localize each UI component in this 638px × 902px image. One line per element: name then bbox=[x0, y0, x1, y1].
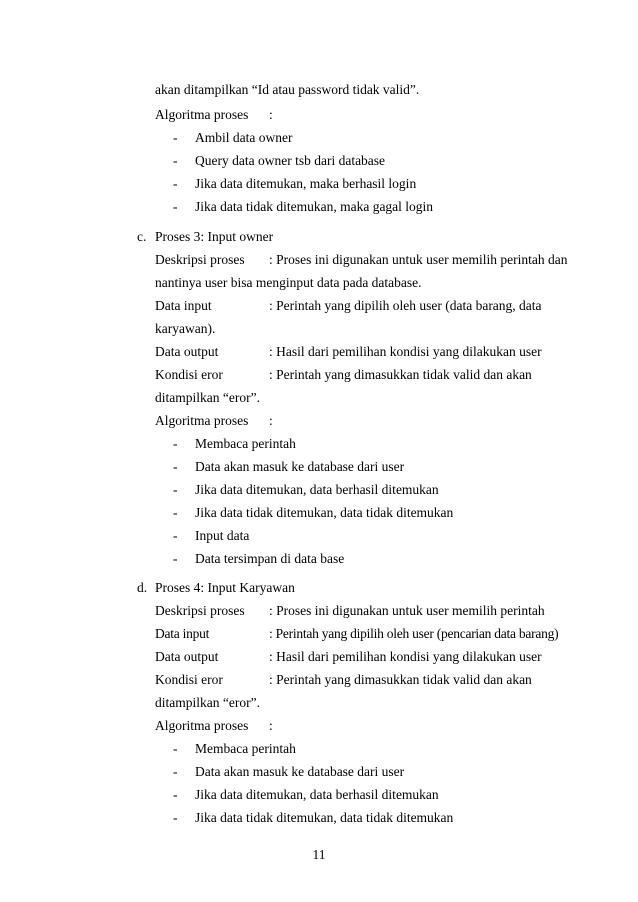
field-data-output bbox=[155, 649, 542, 665]
list-item bbox=[173, 764, 404, 780]
paragraph-line: akan ditampilkan “Id atau password tidak valid”. bbox=[155, 82, 420, 97]
field-label: Kondisi eror bbox=[155, 367, 223, 382]
algorithm-label: Algoritma proses bbox=[155, 718, 249, 733]
bullet-dash: - bbox=[173, 505, 178, 520]
field-deskripsi bbox=[155, 603, 545, 619]
algorithm-heading bbox=[155, 718, 273, 734]
bullet-dash: - bbox=[173, 459, 178, 474]
field-data-input bbox=[155, 298, 542, 314]
field-value: : Perintah yang dimasukkan tidak valid dan akan bbox=[269, 367, 532, 382]
field-continuation: ditampilkan “eror”. bbox=[155, 390, 260, 405]
list-item-text: Data tersimpan di data base bbox=[195, 551, 345, 566]
field-continuation: karyawan). bbox=[155, 321, 216, 336]
list-item bbox=[173, 551, 344, 567]
field-label: Deskripsi proses bbox=[155, 252, 245, 267]
algorithm-label: Algoritma proses bbox=[155, 413, 249, 428]
list-item-text: Input data bbox=[195, 528, 250, 543]
list-item-text: Jika data ditemukan, maka berhasil login bbox=[195, 176, 417, 191]
field-deskripsi bbox=[155, 252, 567, 268]
list-item bbox=[173, 505, 453, 521]
section-marker: d. bbox=[137, 580, 148, 595]
field-value: : Proses ini digunakan untuk user memilih perintah dan bbox=[269, 252, 568, 267]
list-item bbox=[173, 176, 416, 192]
bullet-dash: - bbox=[173, 810, 178, 825]
list-item bbox=[173, 810, 453, 826]
bullet-dash: - bbox=[173, 551, 178, 566]
bullet-dash: - bbox=[173, 176, 178, 191]
list-item-text: Membaca perintah bbox=[195, 741, 296, 756]
list-item-text: Data akan masuk ke database dari user bbox=[195, 764, 405, 779]
algorithm-colon: : bbox=[269, 107, 273, 122]
bullet-dash: - bbox=[173, 482, 178, 497]
page-number: 11 bbox=[312, 847, 326, 862]
list-item-text: Jika data ditemukan, data berhasil ditemukan bbox=[195, 787, 439, 802]
field-continuation: ditampilkan “eror”. bbox=[155, 695, 260, 710]
algorithm-colon: : bbox=[269, 413, 273, 428]
list-item-text: Jika data tidak ditemukan, maka gagal login bbox=[195, 199, 434, 214]
field-label: Deskripsi proses bbox=[155, 603, 245, 618]
bullet-dash: - bbox=[173, 764, 178, 779]
field-data-input bbox=[155, 626, 558, 642]
list-item-text: Ambil data owner bbox=[195, 130, 293, 145]
list-item-text: Membaca perintah bbox=[195, 436, 296, 451]
field-label: Data output bbox=[155, 344, 219, 359]
list-item bbox=[173, 482, 439, 498]
list-item-text: Data akan masuk ke database dari user bbox=[195, 459, 405, 474]
algorithm-heading bbox=[155, 413, 273, 429]
list-item bbox=[173, 459, 404, 475]
field-data-output bbox=[155, 344, 542, 360]
field-label: Data output bbox=[155, 649, 219, 664]
bullet-dash: - bbox=[173, 741, 178, 756]
field-value: : Hasil dari pemilihan kondisi yang dilakukan user bbox=[269, 344, 542, 359]
bullet-dash: - bbox=[173, 130, 178, 145]
field-value: : Hasil dari pemilihan kondisi yang dilakukan user bbox=[269, 649, 542, 664]
list-item-text: Jika data tidak ditemukan, data tidak ditemukan bbox=[195, 810, 454, 825]
field-kondisi-eror bbox=[155, 367, 532, 383]
list-item bbox=[173, 741, 296, 757]
bullet-dash: - bbox=[173, 787, 178, 802]
field-continuation: nantinya user bisa menginput data pada database. bbox=[155, 275, 422, 290]
section-title: Proses 4: Input Karyawan bbox=[155, 580, 295, 595]
field-label: Data input bbox=[155, 298, 212, 313]
field-label: Kondisi eror bbox=[155, 672, 223, 687]
list-item bbox=[173, 787, 439, 803]
list-item-text: Query data owner tsb dari database bbox=[195, 153, 386, 168]
bullet-dash: - bbox=[173, 199, 178, 214]
algorithm-label: Algoritma proses bbox=[155, 107, 249, 122]
section-title: Proses 3: Input owner bbox=[155, 229, 274, 244]
bullet-dash: - bbox=[173, 153, 178, 168]
field-label: Data input bbox=[155, 626, 210, 641]
list-item bbox=[173, 528, 249, 544]
field-value: : Perintah yang dipilih oleh user (pencarian data barang) bbox=[269, 626, 559, 641]
field-value: : Proses ini digunakan untuk user memilih perintah bbox=[269, 603, 545, 618]
list-item bbox=[173, 199, 433, 215]
list-item bbox=[173, 130, 292, 146]
algorithm-colon: : bbox=[269, 718, 273, 733]
field-value: : Perintah yang dipilih oleh user (data barang, data bbox=[269, 298, 542, 313]
field-value: : Perintah yang dimasukkan tidak valid dan akan bbox=[269, 672, 532, 687]
list-item-text: Jika data ditemukan, data berhasil ditemukan bbox=[195, 482, 439, 497]
field-kondisi-eror bbox=[155, 672, 532, 688]
bullet-dash: - bbox=[173, 528, 178, 543]
list-item-text: Jika data tidak ditemukan, data tidak ditemukan bbox=[195, 505, 454, 520]
section-marker: c. bbox=[137, 229, 147, 244]
algorithm-heading bbox=[155, 107, 273, 123]
list-item bbox=[173, 153, 385, 169]
list-item bbox=[173, 436, 296, 452]
bullet-dash: - bbox=[173, 436, 178, 451]
